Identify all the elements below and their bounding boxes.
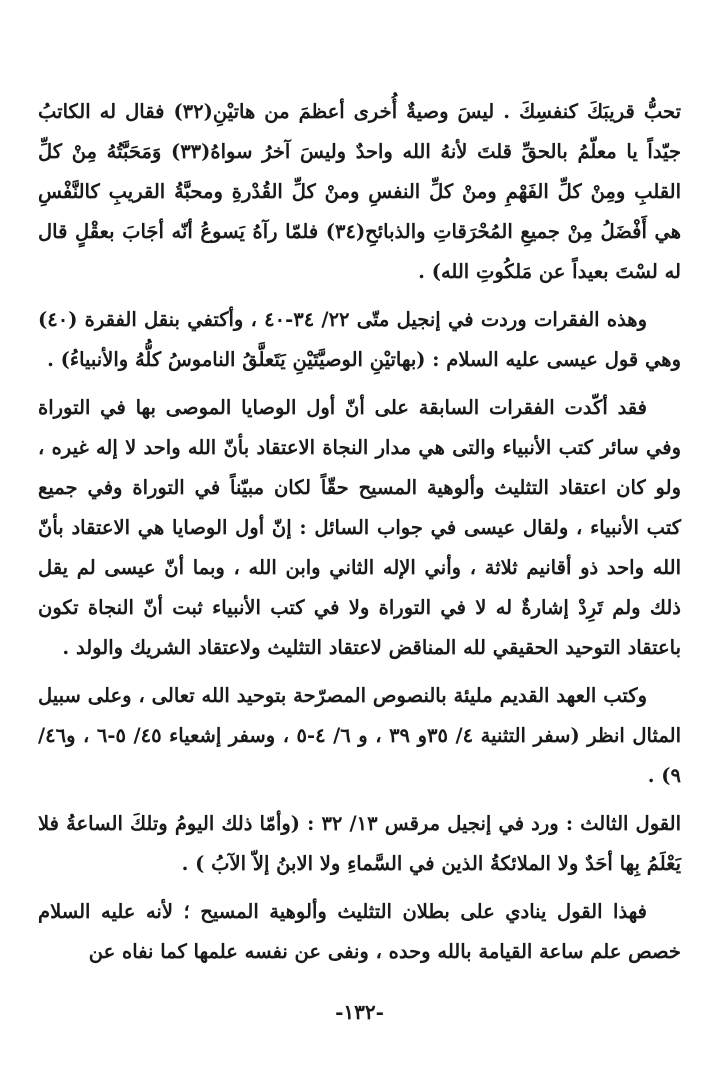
- section-label: القول الثالث :: [565, 812, 682, 835]
- third-saying-text: ورد في إنجيل مرقس ١٣/ ٣٢ : (وأمّا ذلك اليومُ وتلكَ الساعةُ فلا يَعْلَمُ بِها أحَدٌ ولا الملائكةُ الذين في السَّماءِ ولا الابنُ إلاّ الآبُ ) .: [38, 812, 681, 875]
- paragraph-gospel-quote: تحبُّ قريبَكَ كنفسِكَ . ليسَ وصيةٌ أُخرى أعظمَ من هاتيْنِ(٣٢) فقال له الكاتبُ جيّداً يا معلّمُ بالحقِّ قلتَ لأنهُ الله واحدٌ وليسَ آخرُ سواهُ(٣٣) وَمَحَبَّتُهُ مِنْ كلِّ القلبِ ومِنْ كلِّ الفَهْمِ ومنْ كلِّ النفسِ ومنْ كلِّ القُدْرةِ ومحبَّةُ القريبِ كالنَّفْسِ هي أَفْضَلُ مِنْ جميعِ المُحْرَقاتِ والذبائحِ(٣٤) فلمّا رآهُ يَسوعُ أنّه أجَابَ بعقْلٍ قال له لسْتَ بعيداً عن مَلكُوتِ الله) .: [38, 100, 681, 283]
- paragraph-matthew-reference: وهذه الفقرات وردت في إنجيل متّى ٢٢/ ٣٤-٤٠ ، وأكتفي بنقل الفقرة (٤٠) وهي قول عيسى عليه السلام : (بهاتيْنِ الوصيَّتَيْنِ يَتَعلَّقُ الناموسُ كلُّهُ والأنبياءُ) .: [38, 308, 681, 371]
- page-body: [38, 92, 681, 980]
- paragraph-third-saying: [38, 804, 681, 884]
- paragraph-old-testament: وكتب العهد القديم مليئة بالنصوص المصرّحة بتوحيد الله تعالى ، وعلى سبيل المثال انظر (سفر التثنية ٤/ ٣٥و ٣٩ ، و ٦/ ٤-٥ ، وسفر إشعياء ٤٥/ ٥-٦ ، و٤٦/ ٩) .: [38, 684, 682, 787]
- paragraph-commentary: فقد أكّدت الفقرات السابقة على أنّ أول الوصايا الموصى بها في التوراة وفي سائر كتب الأنبياء والتى هي مدار النجاة الاعتقاد بأنّ الله واحد لا إله غيره ، ولو كان اعتقاد التثليث وألوهية المسيح حقّاً لكان مبيّناً في التوراة وفي جميع كتب الأنبياء ، ولقال عيسى في جواب السائل : إنّ أول الوصايا هي الاعتقاد بأنّ الله واحد ذو أقانيم ثلاثة ، وأني الإله الثاني وابن الله ، وبما أنّ عيسى لم يقل ذلك ولم تَرِدْ إشارةٌ له لا في التوراة ولا في كتب الأنبياء ثبت أنّ النجاة تكون باعتقاد التوحيد الحقيقي لله المناقض لاعتقاد التثليث ولاعتقاد الشريك والولد .: [38, 396, 681, 659]
- page-number: -١٣٢-: [335, 1000, 384, 1024]
- paragraph-conclusion: فهذا القول ينادي على بطلان التثليث وألوهية المسيح ؛ لأنه عليه السلام خصص علم ساعة القيامة بالله وحده ، ونفى عن نفسه علمها كما نفاه عن: [38, 900, 681, 963]
